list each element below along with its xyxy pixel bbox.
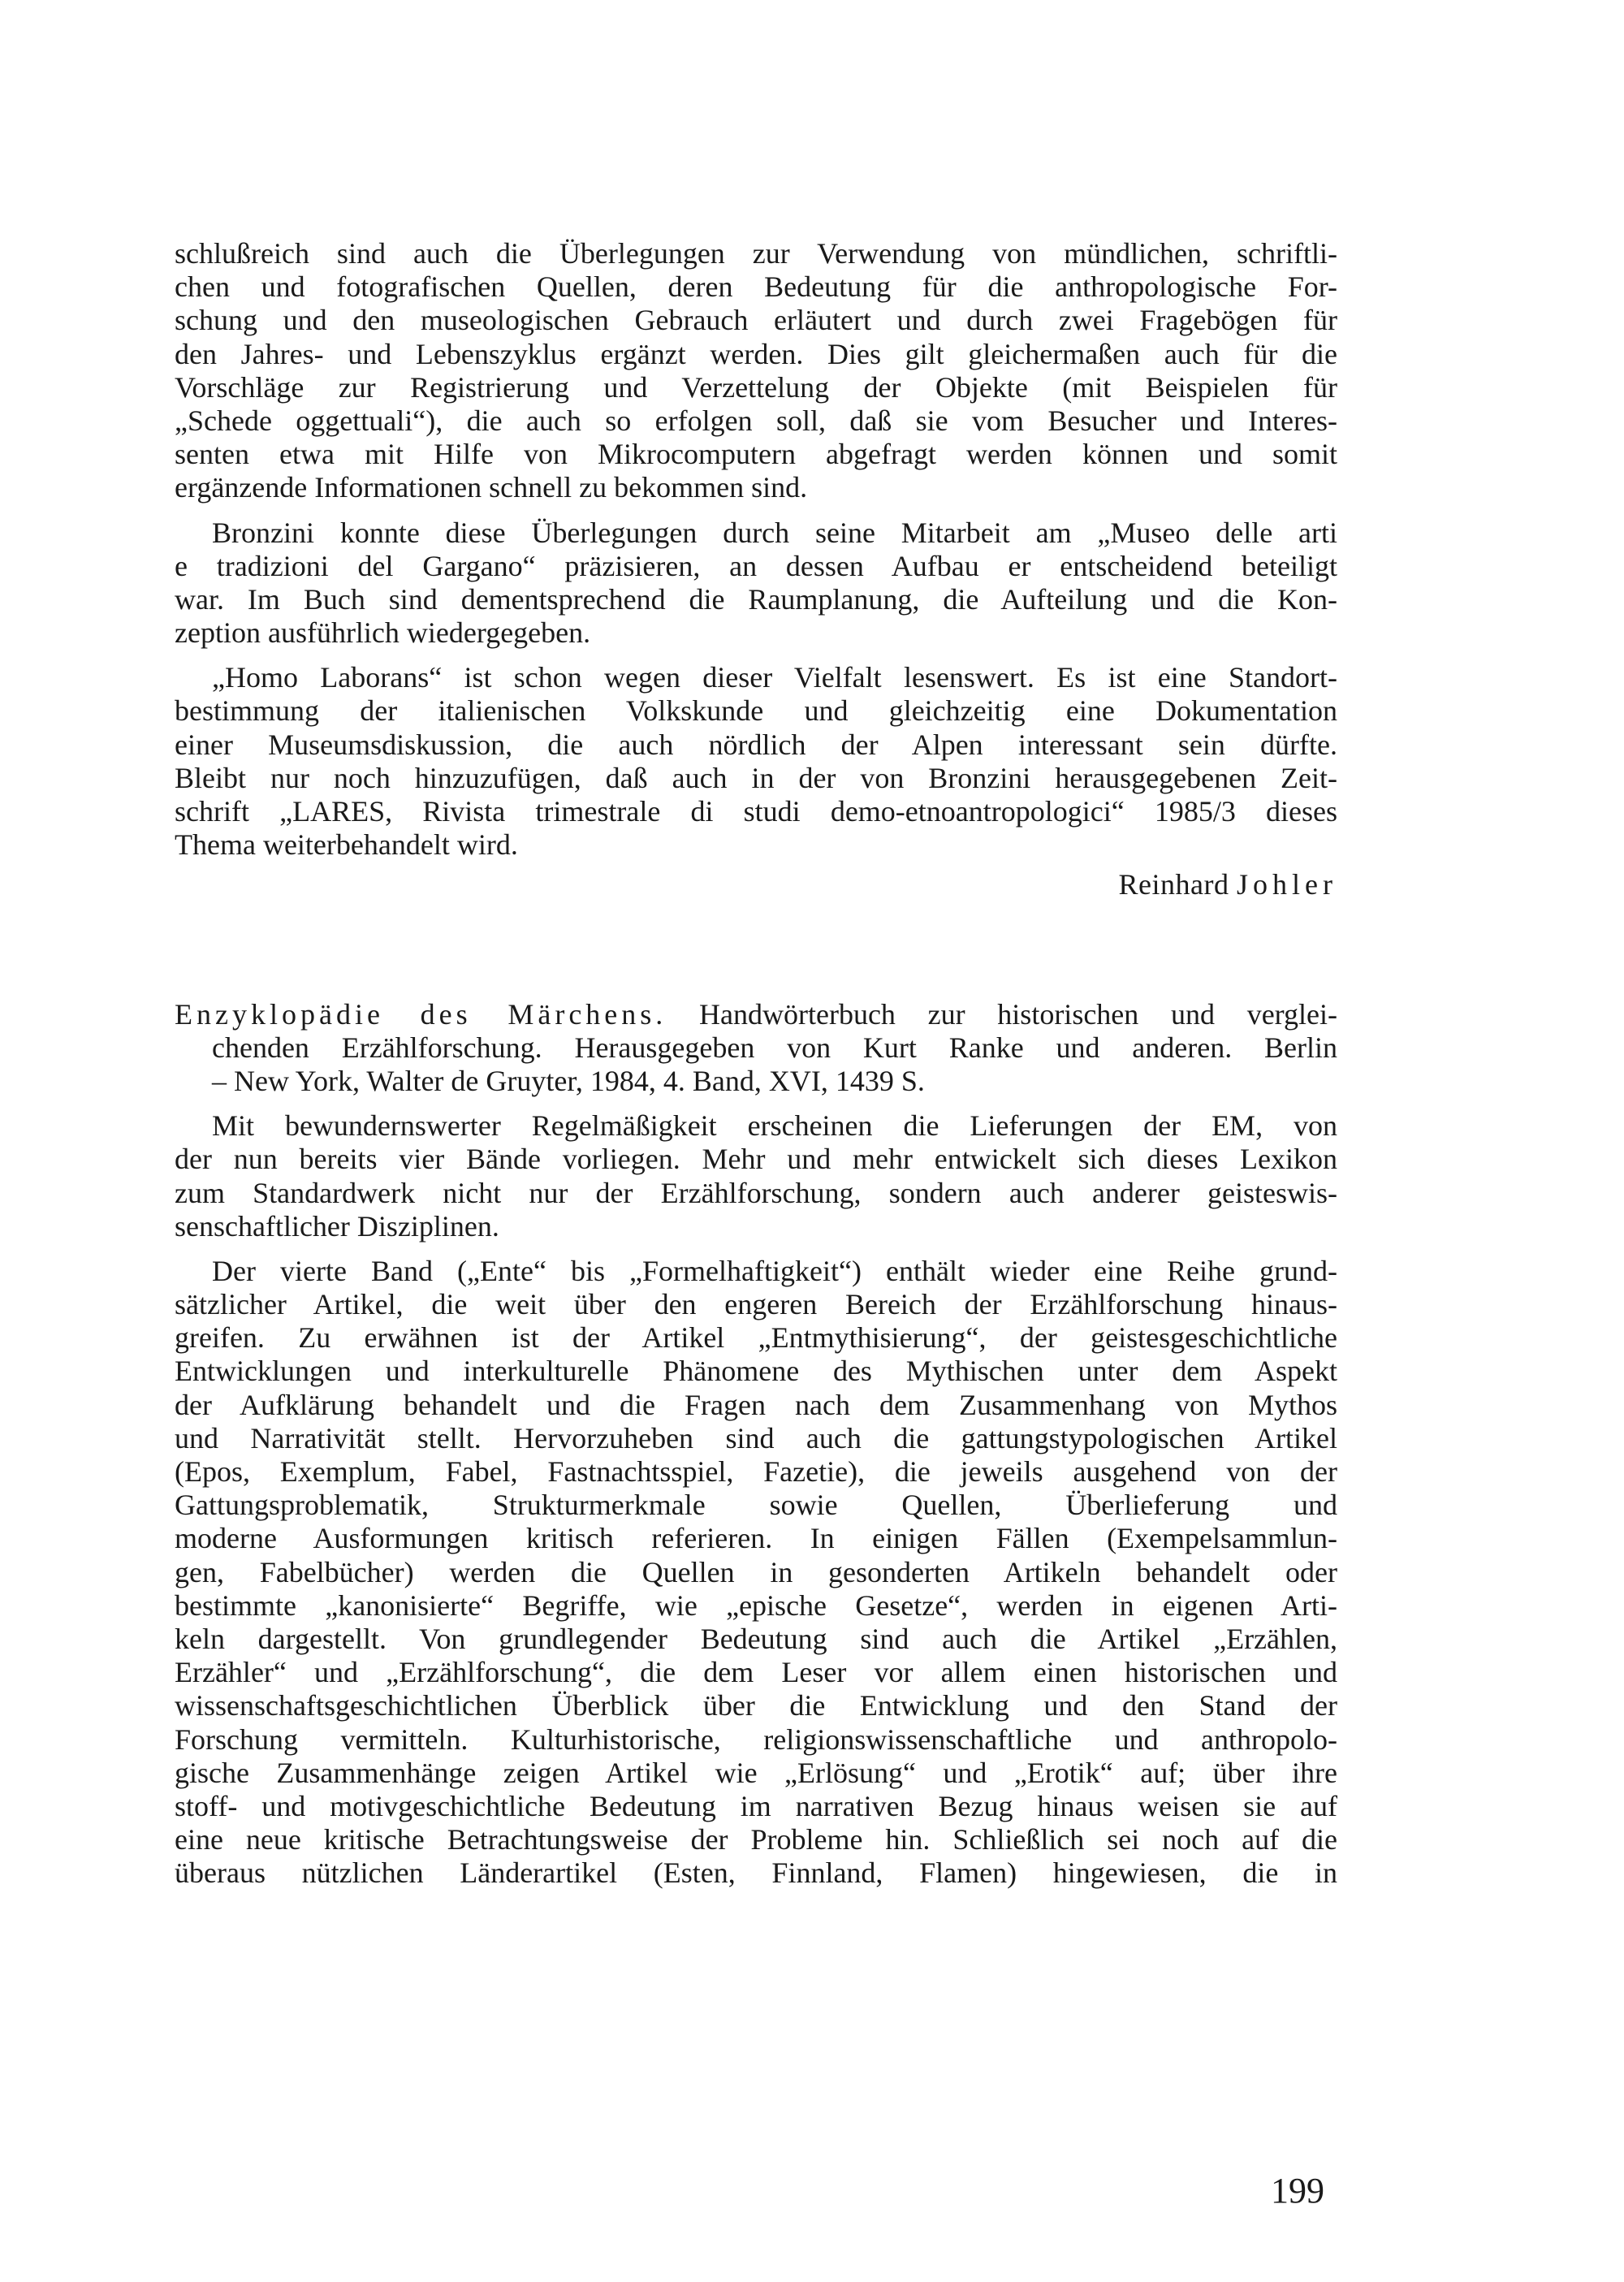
paragraph-3 — [175, 661, 1337, 862]
text-line: zeption ausführlich wiedergegeben. — [175, 616, 591, 650]
text-line: Mit bewundernswerter Regelmäßigkeit erscheinen die Lieferungen der EM, von — [212, 1109, 1337, 1143]
text-line: e tradizioni del Gargano“ präzisieren, an dessen Aufbau er entscheidend beteiligt — [175, 549, 1337, 582]
author-signature — [175, 868, 1337, 901]
text-line: zum Standardwerk nicht nur der Erzählforschung, sondern auch anderer geisteswis- — [175, 1176, 1337, 1209]
text-line: einer Museumsdiskussion, die auch nördlich der Alpen interessant sein dürfte. — [175, 728, 1337, 761]
text-line: Thema weiterbehandelt wird. — [175, 828, 518, 862]
text-line: überaus nützlichen Länderartikel (Esten, Finnland, Flamen) hingewiesen, die in — [175, 1856, 1337, 1890]
text-line: Bleibt nur noch hinzuzufügen, daß auch in der von Bronzini herausgegebenen Zeit- — [175, 761, 1337, 794]
text-line: gen, Fabelbücher) werden die Quellen in gesonderten Artikeln behandelt oder — [175, 1555, 1337, 1588]
text-line: Vorschläge zur Registrierung und Verzettelung der Objekte (mit Beispielen für — [175, 370, 1337, 404]
paragraph-2 — [175, 516, 1337, 650]
page-number: 199 — [1271, 2171, 1324, 2211]
text-line: Entwicklungen und interkulturelle Phänomene des Mythischen unter dem Aspekt — [175, 1355, 1337, 1388]
text-line: (Epos, Exemplum, Fabel, Fastnachtsspiel, Fazetie), die jeweils ausgehend von der — [175, 1455, 1337, 1488]
review-2 — [175, 998, 1337, 1891]
page-body — [175, 237, 1337, 1890]
text-line: „Schede oggettuali“), die auch so erfolgen soll, daß sie vom Besucher und Interes- — [175, 404, 1337, 437]
bibliographic-reference — [175, 998, 1337, 1099]
text-line: chenden Erzählforschung. Herausgegeben von Kurt Ranke und anderen. Berlin — [212, 1031, 1337, 1064]
text-line: der nun bereits vier Bände vorliegen. Mehr und mehr entwickelt sich dieses Lexikon — [175, 1143, 1337, 1176]
text-line: – New York, Walter de Gruyter, 1984, 4. Band, XVI, 1439 S. — [212, 1064, 925, 1097]
text-line: schung und den museologischen Gebrauch erläutert und durch zwei Fragebögen für — [175, 304, 1337, 337]
text-line: senschaftlicher Disziplinen. — [175, 1209, 499, 1243]
text-line: keln dargestellt. Von grundlegender Bedeutung sind auch die Artikel „Erzählen, — [175, 1622, 1337, 1655]
text-line: Gattungsproblematik, Strukturmerkmale sowie Quellen, Überlieferung und — [175, 1489, 1337, 1522]
text-line: Forschung vermitteln. Kulturhistorische, religionswissenschaftliche und anthropolo- — [175, 1722, 1337, 1756]
text-line: bestimmte „kanonisierte“ Begriffe, wie „epische Gesetze“, werden in eigenen Arti- — [175, 1588, 1337, 1622]
reference-subtitle: Handwörterbuch zur historischen und verglei- — [667, 997, 1337, 1031]
text-line: „Homo Laborans“ ist schon wegen dieser Vielfalt lesenswert. Es ist eine Standort- — [212, 661, 1337, 694]
text-line: und Narrativität stellt. Hervorzuheben sind auch die gattungstypologischen Artikel — [175, 1421, 1337, 1454]
text-line: Erzähler“ und „Erzählforschung“, die dem Leser vor allem einen historischen und — [175, 1656, 1337, 1689]
author-first-name: Reinhard — [1118, 868, 1229, 901]
reference-title: Enzyklopädie des Märchens. — [175, 997, 667, 1031]
text-line: schlußreich sind auch die Überlegungen zur Verwendung von mündlichen, schriftli- — [175, 237, 1337, 270]
text-line: ergänzende Informationen schnell zu bekommen sind. — [175, 471, 808, 504]
text-line: war. Im Buch sind dementsprechend die Raumplanung, die Aufteilung und die Kon- — [175, 582, 1337, 616]
text-line: den Jahres- und Lebenszyklus ergänzt werden. Dies gilt gleichermaßen auch für die — [175, 337, 1337, 370]
paragraph-1 — [175, 1109, 1337, 1243]
paragraph-1 — [175, 237, 1337, 505]
text-line: senten etwa mit Hilfe von Mikrocomputern abgefragt werden können und somit — [175, 438, 1337, 471]
text-line: wissenschaftsgeschichtlichen Überblick über die Entwicklung und den Stand der — [175, 1689, 1337, 1722]
text-line: der Aufklärung behandelt und die Fragen nach dem Zusammenhang von Mythos — [175, 1388, 1337, 1421]
paragraph-2 — [175, 1255, 1337, 1891]
text-line: stoff- und motivgeschichtliche Bedeutung im narrativen Bezug hinaus weisen sie auf — [175, 1789, 1337, 1822]
author-last-name: Johler — [1237, 868, 1337, 901]
text-line — [175, 998, 1337, 1031]
text-line: bestimmung der italienischen Volkskunde und gleichzeitig eine Dokumentation — [175, 694, 1337, 728]
text-line: schrift „LARES, Rivista trimestrale di studi demo-etnoantropologici“ 1985/3 dieses — [175, 795, 1337, 828]
review-1 — [175, 237, 1337, 902]
text-line: eine neue kritische Betrachtungsweise der Probleme hin. Schließlich sei noch auf die — [175, 1823, 1337, 1856]
text-line: chen und fotografischen Quellen, deren Bedeutung für die anthropologische For- — [175, 270, 1337, 304]
text-line: Bronzini konnte diese Überlegungen durch seine Mitarbeit am „Museo delle arti — [212, 516, 1337, 549]
text-line: Der vierte Band („Ente“ bis „Formelhaftigkeit“) enthält wieder eine Reihe grund- — [212, 1254, 1337, 1287]
text-line: greifen. Zu erwähnen ist der Artikel „Entmythisierung“, der geistesgeschichtliche — [175, 1321, 1337, 1355]
text-line: sätzlicher Artikel, die weit über den engeren Bereich der Erzählforschung hinaus- — [175, 1288, 1337, 1321]
text-line: gische Zusammenhänge zeigen Artikel wie „Erlösung“ und „Erotik“ auf; über ihre — [175, 1756, 1337, 1789]
text-line: moderne Ausformungen kritisch referieren. In einigen Fällen (Exempelsammlun- — [175, 1522, 1337, 1555]
